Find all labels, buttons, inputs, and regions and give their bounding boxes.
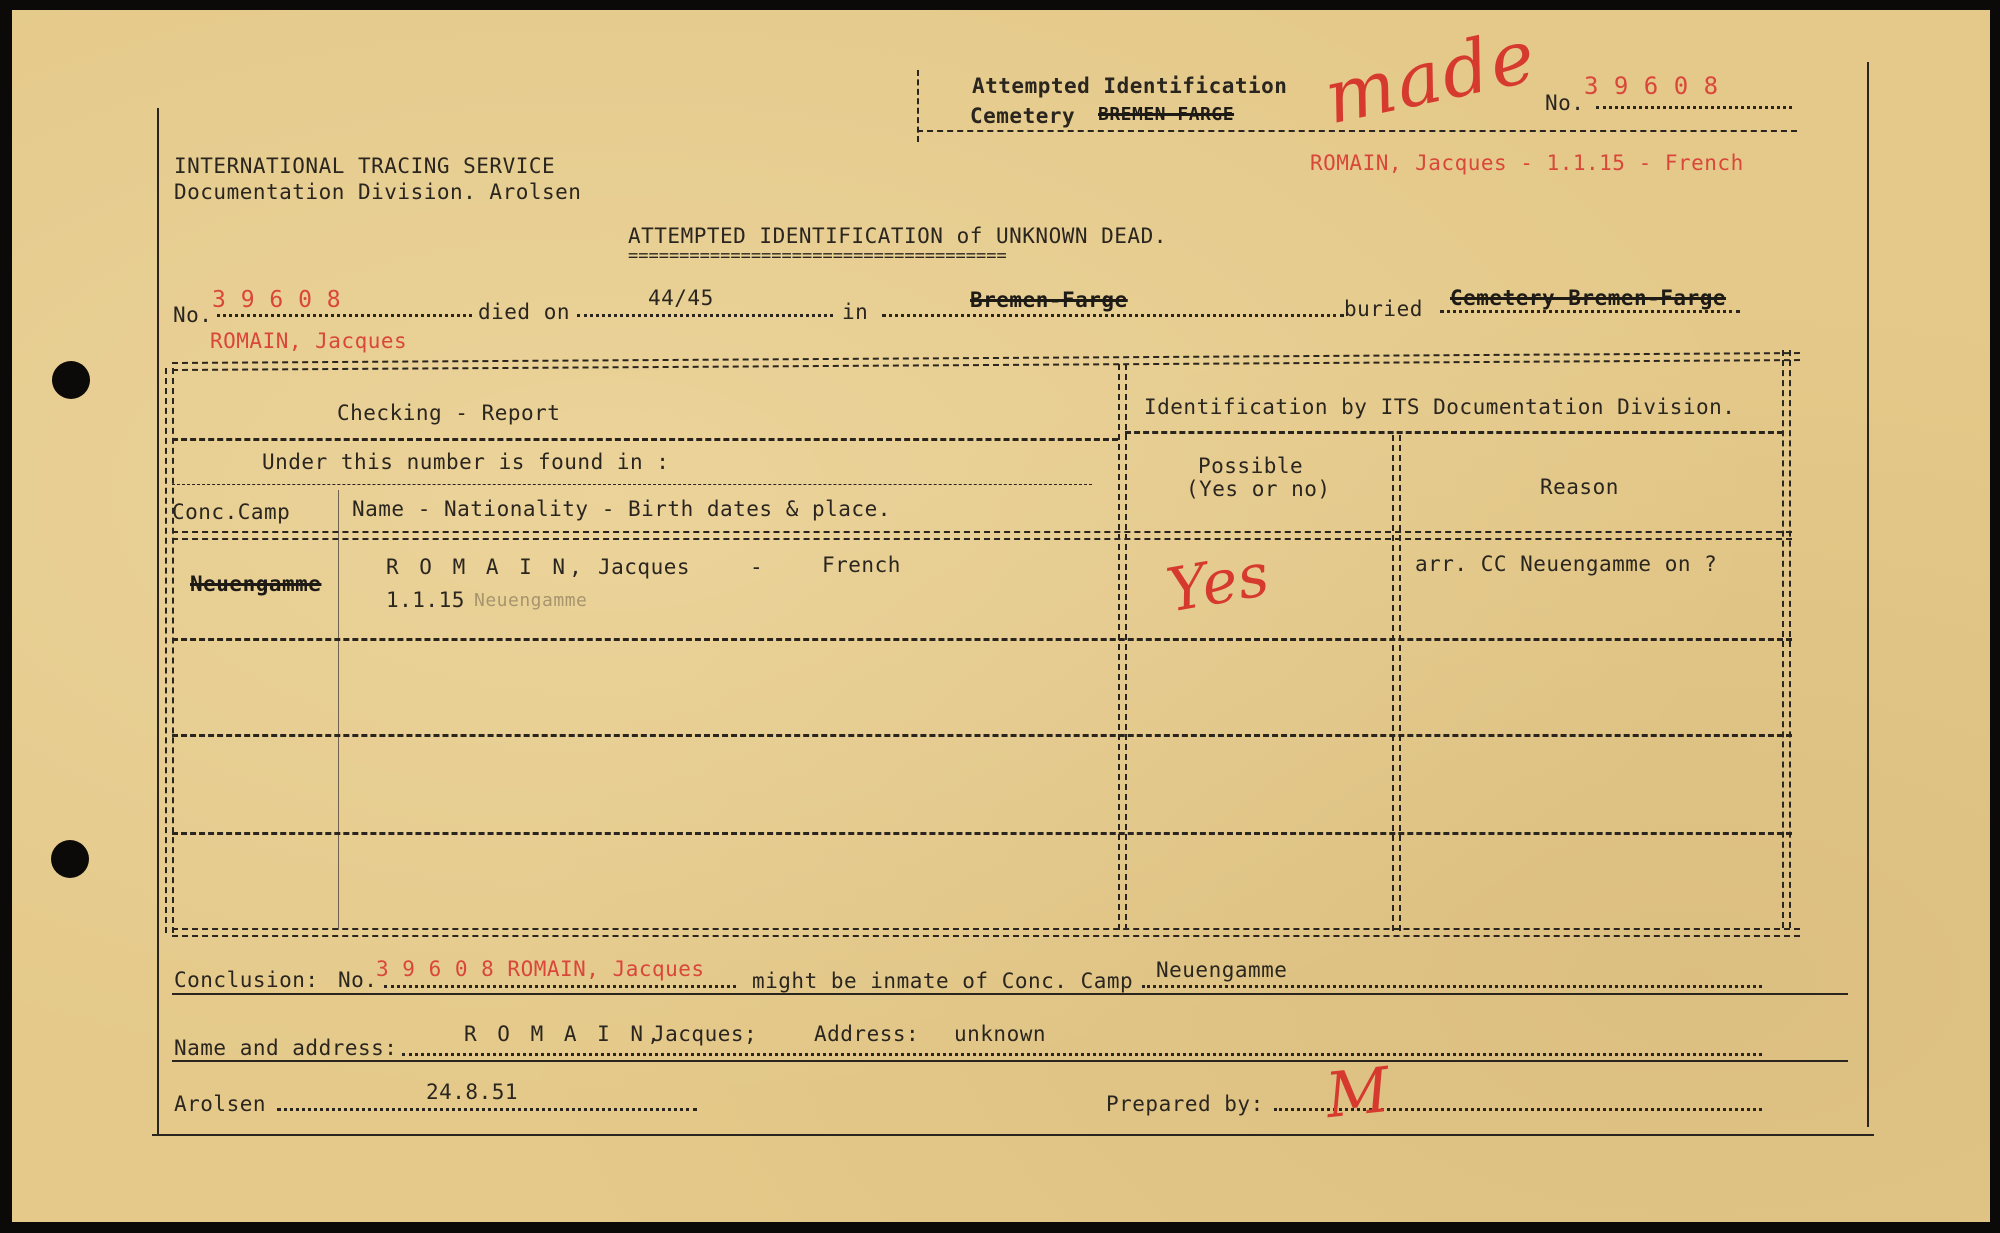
record-no-value: 3 9 6 0 8 (1584, 72, 1719, 100)
col-divider-main (1118, 364, 1127, 930)
table-bottom-border (172, 928, 1800, 937)
possible-heading: Possible (1198, 454, 1304, 478)
conclusion-rule (172, 993, 1848, 995)
buried-label: buried (1344, 297, 1423, 321)
frame-bottom-line (152, 1134, 1874, 1136)
org-line-2: Documentation Division. Arolsen (174, 180, 582, 204)
punch-hole-bottom (51, 840, 89, 878)
row-nationality: French (822, 553, 901, 577)
checking-report-heading: Checking - Report (337, 401, 561, 425)
handwritten-made: made (1317, 12, 1545, 142)
table-left-border (165, 368, 174, 933)
frame-left-line (157, 108, 159, 1136)
frame-right-line (1867, 62, 1869, 1127)
address-label: Address: (814, 1022, 920, 1046)
row-reason: arr. CC Neuengamme on ? (1415, 552, 1718, 576)
conclusion-camp-value: Neuengamme (1156, 958, 1288, 982)
identification-heading: Identification by ITS Documentation Division. (1144, 395, 1736, 419)
col-header-camp: Conc.Camp (172, 500, 291, 524)
under-number-rule (172, 484, 1092, 485)
conclusion-no-dots (384, 985, 736, 988)
prepared-by-initial: M (1322, 1052, 1394, 1133)
reason-heading: Reason (1540, 475, 1619, 499)
name-under-number: ROMAIN, Jacques (210, 329, 408, 353)
in-label: in (842, 300, 869, 324)
stamp-line-1: Attempted Identification (972, 74, 1288, 98)
address-value: unknown (954, 1022, 1047, 1046)
conclusion-no-label: No. (338, 968, 378, 992)
table-top-border (172, 352, 1800, 371)
in-dots (882, 314, 1344, 317)
name-address-label: Name and address: (174, 1036, 398, 1060)
possible-subheading: (Yes or no) (1186, 477, 1331, 501)
row-possible-yes: Yes (1161, 539, 1275, 627)
name-address-dots (402, 1053, 1762, 1056)
conclusion-no-value: 3 9 6 0 8 ROMAIN, Jacques (376, 957, 705, 981)
arolsen-date: 24.8.51 (426, 1080, 519, 1104)
col-divider-possible (1392, 435, 1401, 931)
header-divider-left (172, 438, 1118, 441)
row-camp: Neuengamme (190, 572, 322, 596)
might-be-text: might be inmate of Conc. Camp (752, 969, 1134, 993)
record-no-label: No. (1545, 91, 1585, 115)
row-divider-3 (172, 832, 1792, 835)
arolsen-dots (277, 1108, 697, 1111)
conclusion-label: Conclusion: (174, 968, 319, 992)
stamp-cemetery-value: BREMEN-FARGE (1098, 104, 1235, 125)
buried-value: Cemetery Bremen-Farge (1450, 286, 1727, 310)
name-address-surname: R O M A I N, (464, 1022, 664, 1046)
stamp-cemetery-label: Cemetery (970, 104, 1076, 128)
arolsen-label: Arolsen (174, 1092, 267, 1116)
record-no-dots (1596, 106, 1792, 109)
died-label: died on (478, 300, 571, 324)
org-line-1: INTERNATIONAL TRACING SERVICE (174, 154, 556, 178)
name-address-rule (172, 1060, 1848, 1062)
row-divider-2 (172, 734, 1792, 737)
camp-dots (1142, 985, 1762, 988)
row-first-name: Jacques (598, 555, 691, 579)
col-header-name: Name - Nationality - Birth dates & place. (352, 497, 891, 521)
document-title: ATTEMPTED IDENTIFICATION of UNKNOWN DEAD. (628, 224, 1167, 248)
row-birth-faded: Neuengamme (474, 590, 588, 611)
prepared-by-label: Prepared by: (1106, 1092, 1264, 1116)
header-divider-right (1125, 431, 1783, 434)
row-surname: R O M A I N, (386, 555, 586, 579)
buried-dots (1440, 310, 1740, 313)
name-address-first: Jacques; (652, 1022, 758, 1046)
person-summary: ROMAIN, Jacques - 1.1.15 - French (1310, 151, 1744, 175)
under-number-text: Under this number is found in : (262, 450, 670, 474)
grave-no-dots (217, 314, 472, 317)
row-dash: - (750, 555, 764, 579)
died-value: 44/45 (648, 286, 714, 310)
title-underline: ===================================== (628, 246, 1007, 266)
in-value: Bremen-Farge (970, 288, 1128, 312)
row-divider-1 (172, 638, 1792, 641)
row-birth: 1.1.15 (386, 588, 465, 612)
col-divider-camp (338, 490, 339, 930)
grave-no-value: 3 9 6 0 8 (212, 287, 342, 313)
column-header-divider (172, 531, 1792, 540)
record-card (12, 10, 1990, 1222)
punch-hole-top (52, 361, 90, 399)
died-dots (577, 314, 833, 317)
grave-no-label: No. (173, 303, 213, 327)
